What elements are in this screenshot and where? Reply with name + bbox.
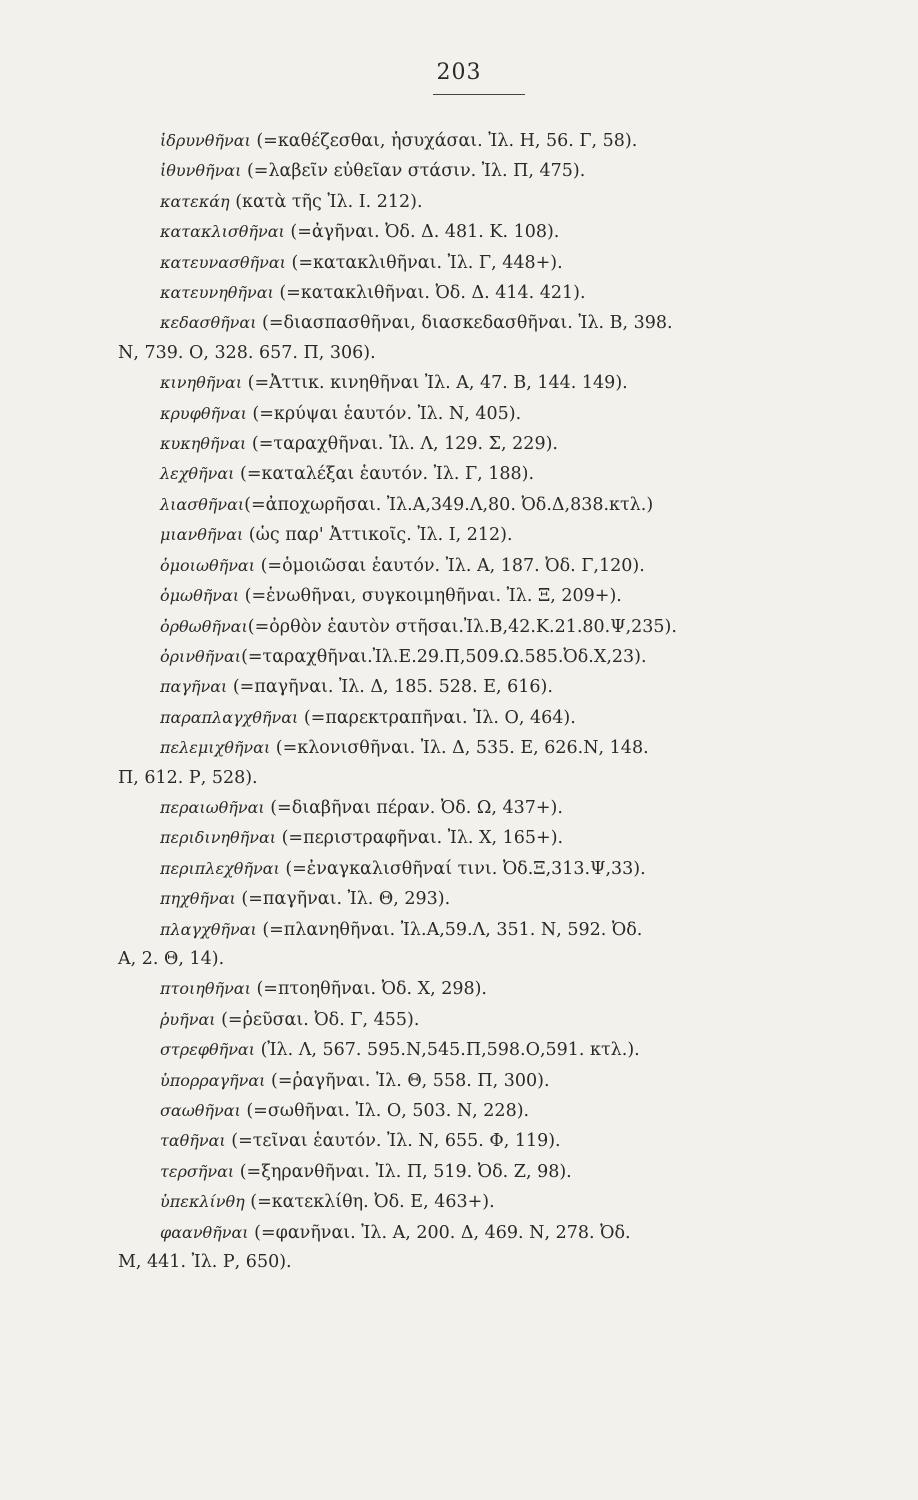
entry-definition: (=ὁμοιῶσαι ἑαυτόν. Ἰλ. Α, 187. Ὀδ. Γ,120). [255,555,645,576]
glossary-entry [118,1096,853,1126]
glossary-entry [118,217,853,247]
entry-definition: (=ταραχθῆναι. Ἰλ. Λ, 129. Σ, 229). [246,434,558,455]
entry-definition: (=ἀποχωρῆσαι. Ἰλ.Α,349.Λ,80. Ὀδ.Δ,838.κτλ.) [244,494,654,515]
glossary-entry [118,1005,853,1035]
entry-line [118,612,853,642]
glossary-entry [118,672,853,702]
glossary-entry [118,1035,853,1065]
entry-definition: (=κατακλιθῆναι. Ἰλ. Γ, 448+). [285,252,563,273]
entry-definition: (=ῥεῦσαι. Ὀδ. Γ, 455). [215,1009,420,1030]
entry-line [118,156,853,186]
entry-continuation-line [118,339,853,368]
entry-headword: ῥυῆναι [160,1009,216,1029]
glossary-entry [118,642,853,672]
glossary-entry [118,399,853,429]
entry-line [118,126,853,156]
entry-line [118,884,853,914]
glossary-entry [118,187,853,217]
glossary-entry [118,126,853,156]
entry-headword: κατεκάη [160,191,230,211]
entry-definition: (=πτοηθῆναι. Ὀδ. Χ, 298). [250,979,487,1000]
entry-definition: Μ, 441. Ἰλ. Ρ, 650). [118,1252,292,1273]
entry-definition: (=καθέζεσθαι, ἡσυχάσαι. Ἰλ. Η, 56. Γ, 58). [250,131,638,151]
entry-definition: (=ξηρανθῆναι. Ἰλ. Π, 519. Ὀδ. Ζ, 98). [234,1161,572,1182]
entry-definition: (=ἐναγκαλισθῆναί τινι. Ὀδ.Ξ,313.Ψ,33). [279,858,646,879]
glossary-entry [118,248,853,278]
entry-definition: (=ῥαγῆναι. Ἰλ. Θ, 558. Π, 300). [265,1070,550,1091]
glossary-entry [118,520,853,550]
entry-line [118,1218,853,1248]
entry-line [118,490,853,520]
entry-definition: (=παγῆναι. Ἰλ. Θ, 293). [235,889,451,910]
glossary-entry [118,884,853,914]
entry-headword: μιανθῆναι [160,525,244,545]
entry-line [118,1096,853,1126]
entry-headword: φαανθῆναι [160,1222,249,1242]
entry-headword: ὑπεκλίνθη [160,1192,245,1212]
entry-headword: στρεφθῆναι [160,1040,255,1060]
entry-definition: (=Ἀττικ. κινηθῆναι Ἰλ. Α, 47. Β, 144. 149). [242,373,628,394]
entry-headword: ταθῆναι [160,1131,226,1151]
entry-definition: (=τεῖναι ἑαυτόν. Ἰλ. Ν, 655. Φ, 119). [225,1131,561,1152]
entry-headword: κυκηθῆναι [160,434,247,454]
entry-line [118,520,853,550]
entry-headword: ὑπορραγῆναι [160,1070,266,1090]
glossary-entry [118,308,853,368]
entry-definition: (=ἑνωθῆναι, συγκοιμηθῆναι. Ἰλ. Ξ, 209+). [239,586,622,607]
entry-line [118,1157,853,1187]
entry-definition: (=ὀρθὸν ἑαυτὸν στῆσαι.Ἰλ.Β,42.Κ.21.80.Ψ,235). [247,616,677,637]
glossary-entries [118,126,853,1277]
glossary-entry [118,854,853,884]
entry-headword: περιδινηθῆναι [160,828,277,848]
entry-definition: (=λαβεῖν εὐθεῖαν στάσιν. Ἰλ. Π, 475). [241,161,586,182]
entry-headword: σαωθῆναι [160,1101,241,1120]
entry-headword: κατευνασθῆναι [160,252,286,272]
glossary-entry [118,1157,853,1187]
glossary-entry [118,156,853,186]
page-number-rule [433,94,525,95]
entry-definition: (=κλονισθῆναι. Ἰλ. Δ, 535. Ε, 626.Ν, 148. [270,738,649,759]
glossary-entry [118,733,853,793]
entry-definition: Π, 612. Ρ, 528). [118,767,258,788]
entry-line [118,823,853,853]
entry-headword: λεχθῆναι [160,464,235,484]
page-number: 203 [436,60,482,85]
glossary-entry [118,793,853,823]
entry-headword: ἱδρυνθῆναι [160,131,251,150]
entry-line [118,1066,853,1096]
entry-headword: πτοιηθῆναι [160,979,251,999]
glossary-entry [118,459,853,489]
entry-definition: (=ταραχθῆναι.Ἰλ.Ε.29.Π,509.Ω.585.Ὀδ.Χ,23). [241,646,647,667]
entry-headword: κεδασθῆναι [160,313,257,333]
entry-definition: Α, 2. Θ, 14). [118,948,225,969]
entry-line [118,551,853,581]
entry-headword: παραπλαγχθῆναι [160,707,299,727]
glossary-entry [118,703,853,733]
glossary-entry [118,490,853,520]
entry-line [118,308,853,338]
entry-definition: (=κρύψαι ἑαυτόν. Ἰλ. Ν, 405). [246,403,522,424]
entry-headword: παγῆναι [160,677,228,697]
entry-headword: περαιωθῆναι [160,797,265,817]
entry-headword: ὀρινθῆναι [160,646,242,666]
entry-definition: (=κατακλιθῆναι. Ὀδ. Δ. 414. 421). [273,283,586,304]
glossary-entry [118,1187,853,1217]
entry-line [118,1005,853,1035]
entry-headword: πλαγχθῆναι [160,919,257,939]
entry-definition: (κατὰ τῆς Ἰλ. Ι. 212). [229,191,423,212]
entry-definition: (=διασπασθῆναι, διασκεδασθῆναι. Ἰλ. Β, 398. [256,313,673,334]
entry-headword: τερσῆναι [160,1161,235,1181]
entry-line [118,733,853,763]
entry-definition: (=παγῆναι. Ἰλ. Δ, 185. 528. Ε, 616). [227,677,553,698]
glossary-entry [118,581,853,611]
entry-definition: (=κατεκλίθη. Ὀδ. Ε, 463+). [244,1192,495,1213]
glossary-entry [118,1218,853,1278]
entry-definition: (=καταλέξαι ἑαυτόν. Ἰλ. Γ, 188). [234,464,535,485]
entry-line [118,459,853,489]
entry-headword: κατευνηθῆναι [160,283,274,303]
entry-definition: (ὡς παρ' Ἀττικοῖς. Ἰλ. Ι, 212). [243,525,513,546]
entry-headword: ὁμοιωθῆναι [160,555,256,575]
entry-headword: κινηθῆναι [160,373,243,393]
entry-definition: (=διαβῆναι πέραν. Ὀδ. Ω, 437+). [264,797,563,818]
entry-line [118,915,853,945]
entry-line [118,581,853,611]
entry-definition: (=σωθῆναι. Ἰλ. Ο, 503. Ν, 228). [240,1101,530,1121]
entry-definition: (=ἀγῆναι. Ὀδ. Δ. 481. Κ. 108). [284,222,560,243]
glossary-entry [118,368,853,398]
entry-line [118,642,853,672]
entry-line [118,703,853,733]
entry-line [118,368,853,398]
glossary-entry [118,1066,853,1096]
glossary-entry [118,823,853,853]
entry-definition: Ν, 739. Ο, 328. 657. Π, 306). [118,342,376,363]
entry-continuation-line [118,764,853,793]
entry-definition: (=φανῆναι. Ἰλ. Α, 200. Δ, 469. Ν, 278. Ὀδ. [248,1222,631,1243]
entry-headword: κρυφθῆναι [160,403,247,423]
entry-headword: ὀρθωθῆναι [160,616,248,636]
glossary-entry [118,551,853,581]
entry-line [118,278,853,308]
entry-headword: ἰθυνθῆναι [160,161,242,181]
entry-continuation-line [118,1248,853,1277]
entry-definition: (=περιστραφῆναι. Ἰλ. Χ, 165+). [276,828,564,849]
entry-definition: (Ἰλ. Λ, 567. 595.Ν,545.Π,598.Ο,591. κτλ.). [255,1040,640,1061]
entry-line [118,429,853,459]
entry-line [118,1035,853,1065]
entry-headword: κατακλισθῆναι [160,222,285,242]
entry-headword: πελεμιχθῆναι [160,738,271,758]
entry-headword: περιπλεχθῆναι [160,858,280,878]
entry-line [118,1126,853,1156]
glossary-entry [118,612,853,642]
entry-line [118,854,853,884]
glossary-entry [118,429,853,459]
entry-definition: (=παρεκτραπῆναι. Ἰλ. Ο, 464). [298,707,576,728]
entry-headword: λιασθῆναι [160,494,245,514]
entry-continuation-line [118,945,853,974]
glossary-entry [118,915,853,975]
entry-line [118,187,853,217]
entry-line [118,217,853,247]
entry-headword: πηχθῆναι [160,889,236,909]
entry-headword: ὁμωθῆναι [160,586,240,606]
glossary-entry [118,1126,853,1156]
glossary-entry [118,974,853,1004]
entry-line [118,974,853,1004]
entry-line [118,248,853,278]
entry-line [118,793,853,823]
entry-definition: (=πλανηθῆναι. Ἰλ.Α,59.Λ, 351. Ν, 592. Ὀδ. [256,919,643,940]
glossary-entry [118,278,853,308]
entry-line [118,1187,853,1217]
entry-line [118,399,853,429]
entry-line [118,672,853,702]
